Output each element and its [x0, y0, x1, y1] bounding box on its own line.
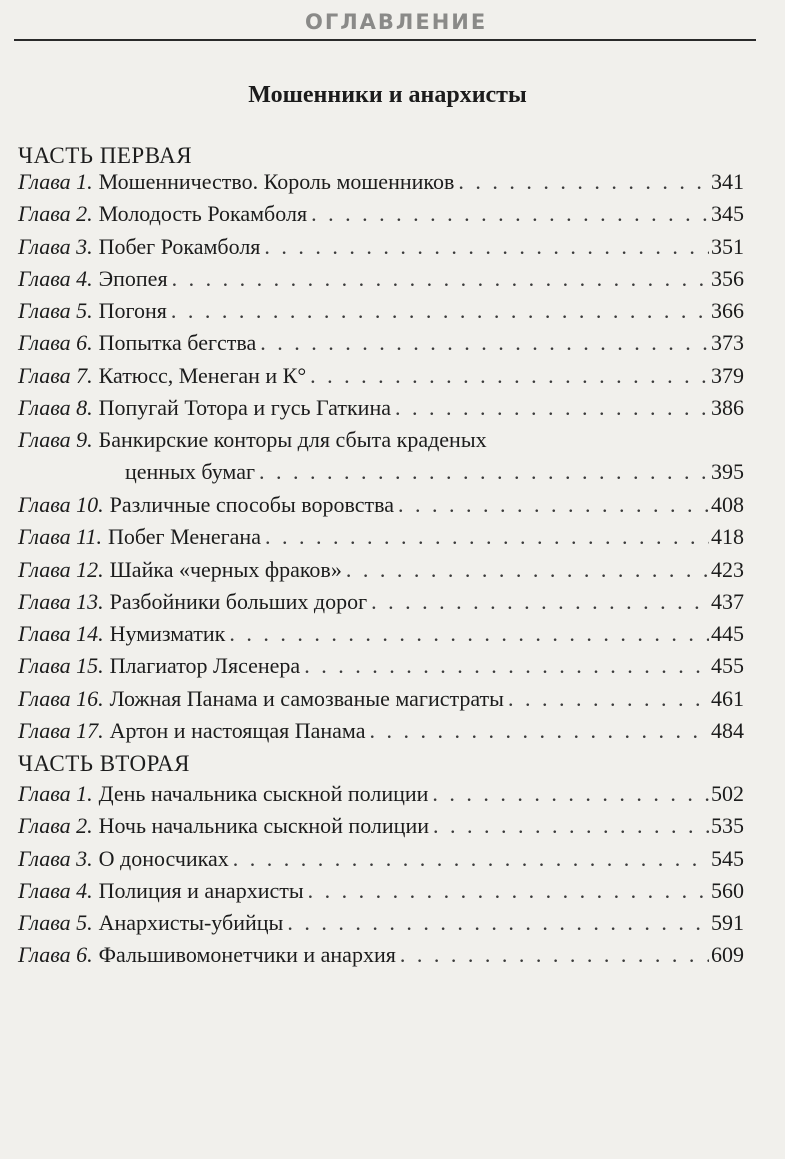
toc-entry-line: [18, 295, 744, 327]
toc-entry-line: [18, 778, 744, 810]
dot-leader: [260, 327, 709, 359]
chapter-title: День начальника сыскной полиции: [98, 781, 429, 806]
chapter-label: Глава 3.: [18, 845, 93, 871]
toc-entry-line: [18, 939, 744, 971]
page-number: 373: [711, 330, 744, 356]
chapter-title: Мошенничество. Король мошенников: [98, 169, 455, 194]
dot-leader: [229, 618, 709, 650]
toc-entry: [18, 843, 744, 875]
chapter-title: Эпопея: [98, 265, 168, 291]
chapter-title: Банкирские конторы для сбыта краденых: [98, 427, 487, 453]
page-number: 455: [711, 653, 744, 679]
toc-entry-line: [18, 875, 744, 907]
toc-entry-line: [18, 554, 744, 586]
page-number: 379: [711, 362, 744, 388]
chapter-label: Глава 3.: [18, 233, 93, 259]
chapter-title: Анархисты-убийцы: [98, 910, 284, 936]
chapter-label: Глава 9.: [18, 427, 93, 453]
chapter-label: Глава 12.: [18, 556, 104, 582]
dot-leader: [432, 778, 709, 810]
toc-entry: [18, 489, 744, 521]
chapter-title: Плагиатор Лясенера: [109, 653, 301, 679]
toc-entry-line: [18, 907, 744, 939]
toc-entry: [18, 650, 744, 682]
toc-entry-line: [18, 715, 744, 747]
toc-entry-line: [18, 618, 744, 650]
toc-entry-line: [18, 650, 744, 682]
toc-entry-line: [18, 263, 744, 295]
chapter-label: Глава 17.: [18, 718, 104, 744]
chapter-label: Глава 4.: [18, 877, 93, 903]
dot-leader: [458, 166, 709, 198]
chapter-label: Глава 6.: [18, 330, 93, 356]
chapter-label: Глава 8.: [18, 395, 93, 421]
chapter-title-continuation: ценных бумаг: [125, 459, 255, 485]
chapter-label: Глава 5.: [18, 298, 93, 324]
dot-leader: [395, 392, 709, 424]
toc-entry: [18, 683, 744, 715]
toc-entry: [18, 295, 744, 327]
toc-entry-line: [18, 198, 744, 230]
page-number: 386: [711, 395, 744, 421]
toc-entry: [18, 263, 744, 295]
toc-entry: [18, 875, 744, 907]
toc-entry-line: [18, 327, 744, 359]
page-number: 535: [711, 813, 744, 839]
chapter-label: Глава 5.: [18, 910, 93, 936]
chapter-title: О доносчиках: [98, 845, 229, 871]
chapter-title: Ночь начальника сыскной полиции: [98, 813, 429, 839]
chapter-title: Погоня: [98, 298, 167, 324]
chapter-title: Катюсс, Менеган и К°: [98, 362, 307, 388]
chapter-title: Попытка бегства: [98, 330, 257, 356]
chapter-label: Глава 7.: [18, 362, 93, 388]
chapter-title: Фальшивомонетчики и анархия: [98, 942, 396, 968]
dot-leader: [304, 650, 709, 682]
toc-part-2: [18, 778, 744, 972]
dot-leader: [398, 489, 709, 521]
running-header: [0, 6, 785, 42]
chapter-title: Шайка «черных фраков»: [109, 556, 342, 582]
page-number: 408: [711, 491, 744, 517]
dot-leader: [308, 875, 709, 907]
toc-entry: [18, 166, 744, 198]
toc-entry-line: [18, 166, 744, 198]
page-number: 366: [711, 298, 744, 324]
toc-entry: [18, 907, 744, 939]
chapter-title: Нумизматик: [109, 621, 226, 647]
dot-leader: [172, 263, 709, 295]
chapter-title: Артон и настоящая Панама: [109, 718, 366, 744]
header-rule: [14, 39, 756, 41]
page-number: 609: [711, 942, 744, 968]
toc-entry: [18, 778, 744, 810]
chapter-title: Различные способы воровства: [109, 491, 394, 517]
part-heading-1: ЧАСТЬ ПЕРВАЯ: [18, 143, 193, 168]
chapter-title: Побег Менегана: [107, 524, 261, 550]
toc-entry: [18, 810, 744, 842]
book-title: Мошенники и анархисты: [248, 82, 527, 108]
chapter-title: Молодость Рокамболя: [98, 201, 308, 227]
page-number: 341: [711, 169, 744, 194]
page-number: 351: [711, 233, 744, 259]
toc-entry-line: [18, 586, 744, 618]
page-number: 461: [711, 685, 744, 711]
toc-entry: [18, 198, 744, 230]
toc-entry-line: [18, 392, 744, 424]
dot-leader: [171, 295, 709, 327]
dot-leader: [311, 198, 709, 230]
toc-entry: [18, 424, 744, 489]
toc-entry-line: [18, 810, 744, 842]
dot-leader: [400, 939, 709, 971]
chapter-title: Ложная Панама и самозваные магистраты: [109, 685, 504, 711]
page-number: 560: [711, 877, 744, 903]
toc-part-1: [18, 166, 744, 747]
chapter-title: Полиция и анархисты: [98, 877, 304, 903]
chapter-title: Разбойники больших дорог: [109, 588, 368, 614]
chapter-label: Глава 2.: [18, 813, 93, 839]
chapter-label: Глава 1.: [18, 781, 93, 806]
toc-entry-line: [18, 843, 744, 875]
chapter-label: Глава 4.: [18, 265, 93, 291]
toc-entry: [18, 360, 744, 392]
chapter-label: Глава 14.: [18, 621, 104, 647]
chapter-label: Глава 15.: [18, 653, 104, 679]
toc-entry: [18, 618, 744, 650]
part-heading-2: ЧАСТЬ ВТОРАЯ: [18, 751, 190, 776]
page-number: 484: [711, 718, 744, 744]
chapter-label: Глава 13.: [18, 588, 104, 614]
dot-leader: [369, 715, 709, 747]
toc-entry-line: [18, 231, 744, 263]
dot-leader: [264, 231, 709, 263]
toc-entry-line: [18, 521, 744, 553]
page-number: 445: [711, 621, 744, 647]
page-number: 423: [711, 556, 744, 582]
chapter-label: Глава 1.: [18, 169, 93, 194]
toc-entry-line: [18, 683, 744, 715]
page-number: 345: [711, 201, 744, 227]
toc-entry: [18, 715, 744, 747]
dot-leader: [346, 554, 709, 586]
dot-leader: [310, 360, 709, 392]
dot-leader: [508, 683, 709, 715]
chapter-title: Побег Рокамболя: [98, 233, 261, 259]
page-number: 437: [711, 588, 744, 614]
page-number: 502: [711, 781, 744, 806]
chapter-label: Глава 6.: [18, 942, 93, 968]
toc-entry-line: [18, 424, 744, 456]
dot-leader: [265, 521, 709, 553]
chapter-label: Глава 2.: [18, 201, 93, 227]
chapter-title: Попугай Тотора и гусь Гаткина: [98, 395, 391, 421]
page-number: 545: [711, 845, 744, 871]
toc-entry: [18, 521, 744, 553]
chapter-label: Глава 16.: [18, 685, 104, 711]
toc-entry: [18, 939, 744, 971]
toc-entry: [18, 554, 744, 586]
toc-entry: [18, 586, 744, 618]
dot-leader: [433, 810, 709, 842]
page-number: 591: [711, 910, 744, 936]
dot-leader: [371, 586, 709, 618]
toc-entry: [18, 392, 744, 424]
dot-leader: [287, 907, 709, 939]
chapter-label: Глава 11.: [18, 524, 102, 550]
toc-entry-line: [18, 360, 744, 392]
toc-entry: [18, 231, 744, 263]
chapter-label: Глава 10.: [18, 491, 104, 517]
toc-entry-line: [18, 489, 744, 521]
dot-leader: [259, 456, 709, 488]
page-number: 395: [711, 459, 744, 485]
dot-leader: [233, 843, 709, 875]
running-title: ОГЛАВЛЕНИЕ: [305, 10, 488, 34]
page-number: 356: [711, 265, 744, 291]
toc-entry: [18, 327, 744, 359]
page-number: 418: [711, 524, 744, 550]
toc-entry-line: [18, 456, 744, 488]
